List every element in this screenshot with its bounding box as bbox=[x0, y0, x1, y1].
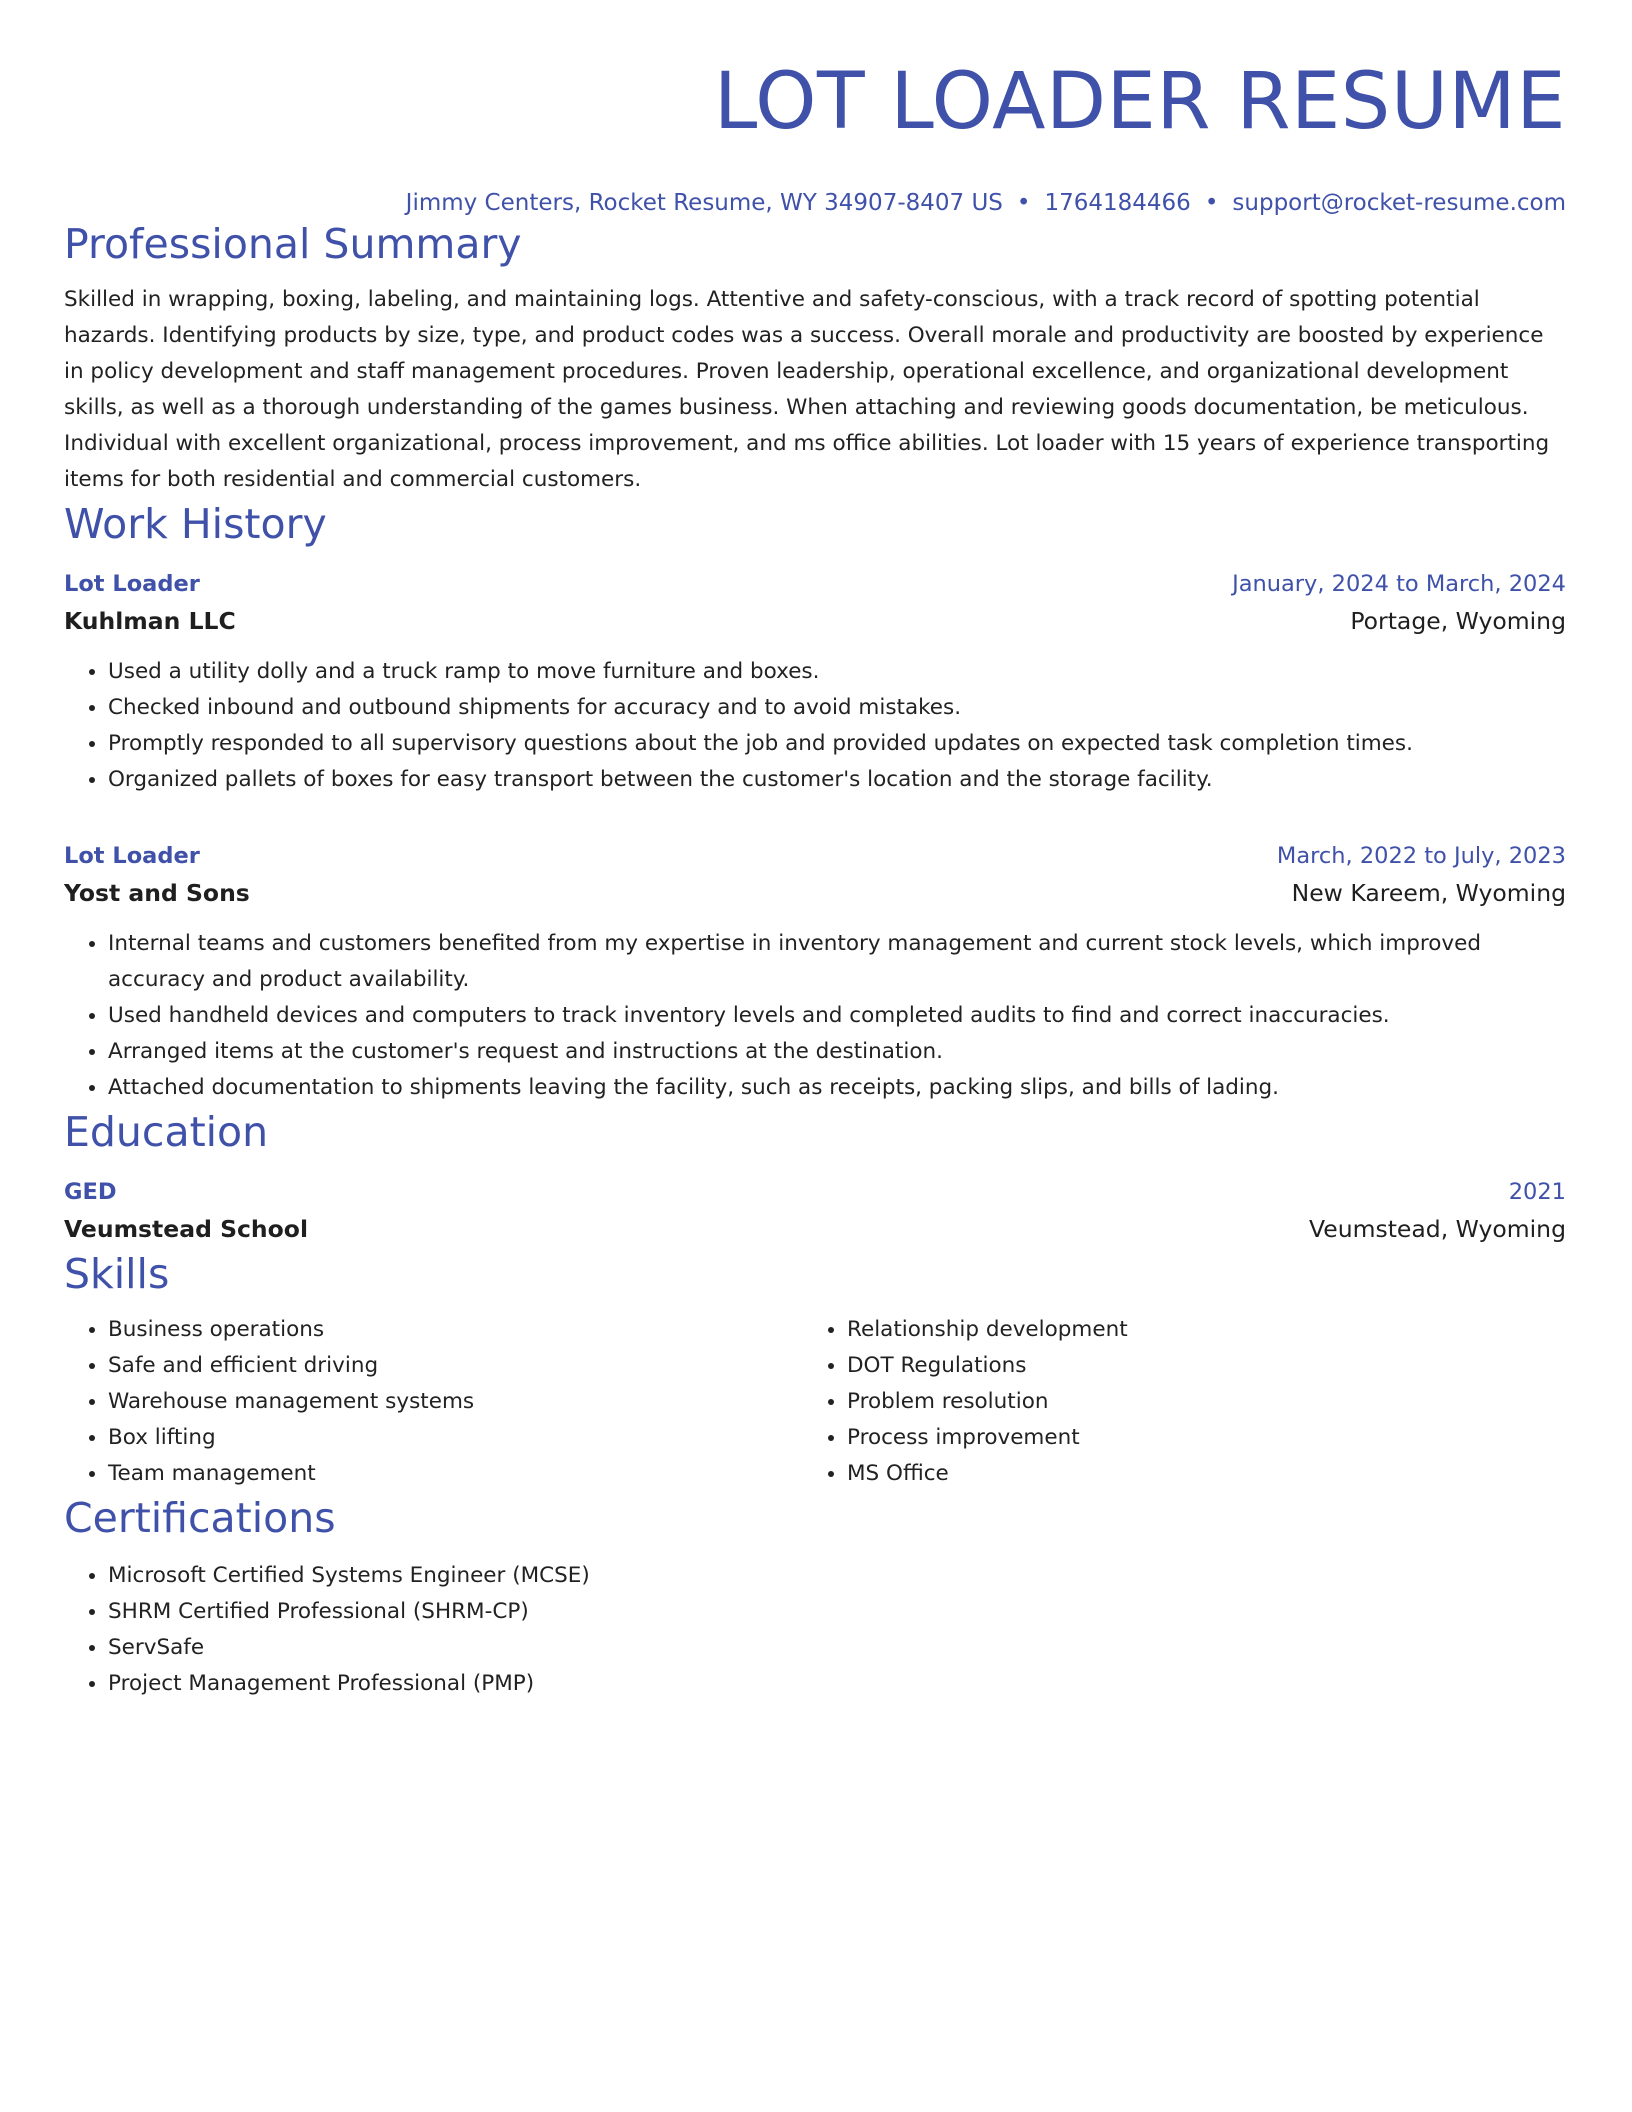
work-history-heading: Work History bbox=[64, 500, 327, 548]
job-location: New Kareem, Wyoming bbox=[1291, 879, 1566, 907]
job-bullet: • Attached documentation to shipments leaving the facility, such as receipts, packing slips, and bills of lading. bbox=[108, 1070, 1566, 1106]
resume-title: LOT LOADER RESUME bbox=[713, 57, 1566, 147]
education-heading: Education bbox=[64, 1108, 269, 1156]
skill-item: • Safe and efficient driving bbox=[108, 1348, 803, 1384]
skills-heading: Skills bbox=[64, 1250, 170, 1298]
skill-item: • Process improvement bbox=[847, 1420, 1542, 1456]
certification-item: • Microsoft Certified Systems Engineer (MCSE) bbox=[108, 1558, 1566, 1594]
contact-phone: 1764184466 bbox=[1044, 190, 1191, 216]
job-bullet: • Used a utility dolly and a truck ramp to move furniture and boxes. bbox=[108, 654, 1566, 690]
job-bullet: • Arranged items at the customer's request and instructions at the destination. bbox=[108, 1034, 1566, 1070]
skills-left-list bbox=[64, 1312, 803, 1492]
job-dates: March, 2022 to July, 2023 bbox=[1276, 843, 1566, 869]
skills-grid bbox=[64, 1312, 1566, 1492]
contact-address: Jimmy Centers, Rocket Resume, WY 34907-8407 US bbox=[405, 190, 1003, 216]
certifications-list bbox=[64, 1558, 1566, 1702]
education-entry bbox=[64, 1174, 1566, 1248]
certification-item: • ServSafe bbox=[108, 1630, 1566, 1666]
contact-email[interactable]: support@rocket-resume.com bbox=[1232, 190, 1566, 216]
resume-page bbox=[64, 0, 1566, 1702]
education-year: 2021 bbox=[1508, 1179, 1566, 1205]
job-bullets bbox=[64, 926, 1566, 1106]
summary-heading: Professional Summary bbox=[64, 220, 522, 268]
skill-item: • MS Office bbox=[847, 1456, 1542, 1492]
contact-separator: • bbox=[1204, 190, 1219, 216]
skills-right-list bbox=[803, 1312, 1542, 1492]
job-role: Lot Loader bbox=[64, 843, 200, 869]
summary-text: Skilled in wrapping, boxing, labeling, and maintaining logs. Attentive and safety-conscious, with a track record of spotting potential hazards. Identifying products by size, type, and product codes was a success. Overall morale and productivity are boosted by experience in policy development and staff management procedures. Proven leadership, operational excellence, and organizational development skills, as well as a thorough understanding of the games business. When attaching and reviewing goods documentation, be meticulous. Individual with excellent organizational, process improvement, and ms office abilities. Lot loader with 15 years of experience transporting items for both residential and commercial customers. bbox=[64, 287, 1550, 492]
job-location: Portage, Wyoming bbox=[1350, 607, 1566, 635]
education-degree: GED bbox=[64, 1179, 117, 1205]
job-entry bbox=[64, 566, 1566, 798]
certification-item: • SHRM Certified Professional (SHRM-CP) bbox=[108, 1594, 1566, 1630]
job-bullets bbox=[64, 654, 1566, 798]
job-bullet: • Organized pallets of boxes for easy transport between the customer's location and the storage facility. bbox=[108, 762, 1566, 798]
skill-item: • Box lifting bbox=[108, 1420, 803, 1456]
education-location: Veumstead, Wyoming bbox=[1308, 1215, 1566, 1243]
job-bullet: • Promptly responded to all supervisory questions about the job and provided updates on expected task completion times. bbox=[108, 726, 1566, 762]
skill-item: • Relationship development bbox=[847, 1312, 1542, 1348]
education-school: Veumstead School bbox=[64, 1215, 309, 1243]
skill-item: • Warehouse management systems bbox=[108, 1384, 803, 1420]
job-dates: January, 2024 to March, 2024 bbox=[1232, 571, 1566, 597]
job-bullet: • Checked inbound and outbound shipments for accuracy and to avoid mistakes. bbox=[108, 690, 1566, 726]
skill-item: • DOT Regulations bbox=[847, 1348, 1542, 1384]
job-entry bbox=[64, 838, 1566, 1106]
certifications-heading: Certifications bbox=[64, 1494, 336, 1542]
job-company: Kuhlman LLC bbox=[64, 607, 236, 635]
contact-separator: • bbox=[1016, 190, 1031, 216]
job-bullet: • Used handheld devices and computers to track inventory levels and completed audits to find and correct inaccuracies. bbox=[108, 998, 1566, 1034]
resume-header bbox=[64, 0, 1566, 218]
skill-item: • Team management bbox=[108, 1456, 803, 1492]
job-bullet: • Internal teams and customers benefited from my expertise in inventory management and current stock levels, which improved accuracy and product availability. bbox=[108, 926, 1566, 998]
job-company: Yost and Sons bbox=[64, 879, 250, 907]
certification-item: • Project Management Professional (PMP) bbox=[108, 1666, 1566, 1702]
contact-line bbox=[64, 188, 1566, 218]
skill-item: • Business operations bbox=[108, 1312, 803, 1348]
job-role: Lot Loader bbox=[64, 571, 200, 597]
skill-item: • Problem resolution bbox=[847, 1384, 1542, 1420]
